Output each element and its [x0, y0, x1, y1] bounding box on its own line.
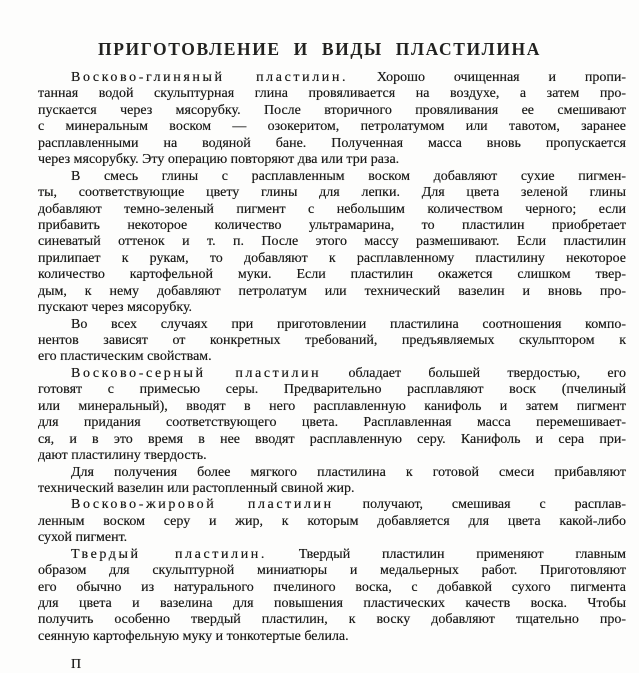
text-line [38, 580, 626, 596]
text-segment: дают пластилину твердость. [38, 448, 207, 464]
text-line [38, 70, 626, 86]
text-segment: Хорошо очищенная и пропи- [348, 70, 626, 85]
text-segment: образом для скульптурной миниатюры и медальерных работ. Приготовляют [38, 563, 626, 579]
paragraph [38, 169, 626, 317]
cut-off-bottom-line: П [71, 657, 82, 672]
text-segment: прилипает к рукам, то добавляют к расплавленному пластилину некоторое [38, 250, 626, 266]
text-segment: ся, и в это время в нее вводят расплавленную серу. Канифоль и сера при- [38, 431, 626, 447]
text-segment: пускается через мясорубку. После вторичного провяливания ее смешивают [38, 102, 626, 118]
text-segment: сеянную картофельную муку и тонкотертые белила. [38, 628, 349, 644]
text-line [38, 218, 626, 234]
text-segment: Во всех случаях при приготовлении пластилина соотношения компо- [71, 316, 626, 332]
text-line [38, 497, 626, 513]
text-segment: Для получения более мягкого пластилина к готовой смеси прибавляют [71, 464, 626, 480]
paragraph [38, 70, 626, 169]
emphasized-term: Восково-серный пластилин [71, 365, 322, 381]
text-segment: его пластическим свойствам. [38, 349, 212, 365]
paragraph [38, 547, 626, 646]
text-segment: получают, смешивая с расплав- [333, 497, 626, 513]
text-line [38, 136, 626, 152]
paragraph [38, 465, 626, 498]
text-segment: сухой пигмент. [38, 530, 128, 546]
paragraph [38, 366, 626, 465]
text-segment: обладает большей твердостью, его [321, 365, 626, 381]
paragraph [38, 317, 626, 366]
text-line [38, 547, 626, 563]
text-line [38, 448, 626, 464]
text-segment: получить особенно твердый пластилин, к воску добавляют тщательно про- [38, 612, 626, 628]
text-line [38, 86, 626, 102]
text-segment: нентов зависят от конкретных требований, предъявляемых скульптором к [38, 333, 626, 348]
text-line [38, 349, 626, 365]
text-line [38, 202, 626, 218]
text-line [38, 366, 626, 382]
text-segment: технический вазелин или растопленный свиной жир. [38, 480, 355, 496]
text-line [38, 169, 626, 185]
text-segment: ты, соответствующие цвету глины для лепки. Для цвета зеленой глины [38, 185, 626, 201]
page-title: ПРИГОТОВЛЕНИЕ И ВИДЫ ПЛАСТИЛИНА [98, 39, 541, 59]
emphasized-term: Восково-жировой пластилин [71, 497, 334, 513]
text-line [38, 612, 626, 628]
text-segment: прибавить некоторое количество ультрамарина, то пластилин приобретает [38, 217, 626, 233]
text-line [38, 629, 626, 645]
text-segment: танная водой скульптурная глина провяливается на воздухе, а затем про- [38, 86, 626, 102]
text-line [38, 103, 626, 119]
text-segment: или минеральный), вводят в него расплавленную канифоль и затем пигмент [38, 398, 626, 414]
text-segment: готовят с примесью серы. Предварительно расплавляют воск (пчелиный [38, 382, 626, 398]
text-segment: добавляют темно-зеленый пигмент с небольшим количеством черного; если [38, 201, 626, 217]
text-line [38, 251, 626, 267]
text-segment: для придания соответствующего цвета. Расплавленная масса перемешивает- [38, 415, 626, 431]
text-line [38, 267, 626, 283]
paragraph [38, 497, 626, 546]
text-segment: количество картофельной муки. Если пластилин окажется слишком твер- [38, 267, 626, 283]
text-segment: дым, к нему добавляют петролатум или технический вазелин и вновь про- [38, 283, 626, 299]
text-line [38, 333, 626, 349]
text-line [38, 530, 626, 546]
text-line [38, 596, 626, 612]
text-line [38, 563, 626, 579]
text-line [38, 432, 626, 448]
text-line [38, 185, 626, 201]
text-line [38, 317, 626, 333]
text-segment: для цвета и вазелина для повышения пластических качеств воска. Чтобы [38, 596, 626, 611]
emphasized-term: Твердый пластилин. [71, 546, 267, 562]
text-line [38, 399, 626, 415]
text-segment: через мясорубку. Эту операцию повторяют два или три раза. [38, 152, 400, 168]
text-segment: В смесь глины с расплавленным воском добавляют сухие пигмен- [71, 168, 626, 184]
text-line [38, 465, 626, 481]
text-line [38, 119, 626, 135]
text-line [38, 382, 626, 398]
text-line [38, 514, 626, 530]
text-segment: Твердый пластилин применяют главным [267, 546, 626, 562]
body-text [38, 70, 626, 645]
text-line [38, 284, 626, 300]
text-line [38, 415, 626, 431]
emphasized-term: Восково-глиняный пластилин. [71, 70, 349, 85]
text-segment: ленным воском серу и жир, к которым добавляется для цвета какой-либо [38, 513, 626, 529]
text-segment: расплавленными на водяной бане. Полученная масса вновь пропускается [38, 135, 626, 151]
text-segment: синеватый оттенок и т. п. После этого массу размешивают. Если пластилин [38, 234, 626, 250]
text-line [38, 300, 626, 316]
text-segment: его обычно из натурального пчелиного воска, с добавкой сухого пигмента [38, 579, 626, 595]
text-segment: с минеральным воском — озокеритом, петролатумом или тавотом, заранее [38, 119, 626, 135]
text-line [38, 234, 626, 250]
text-segment: пускают через мясорубку. [38, 300, 193, 316]
text-line [38, 152, 626, 168]
text-line [38, 481, 626, 497]
